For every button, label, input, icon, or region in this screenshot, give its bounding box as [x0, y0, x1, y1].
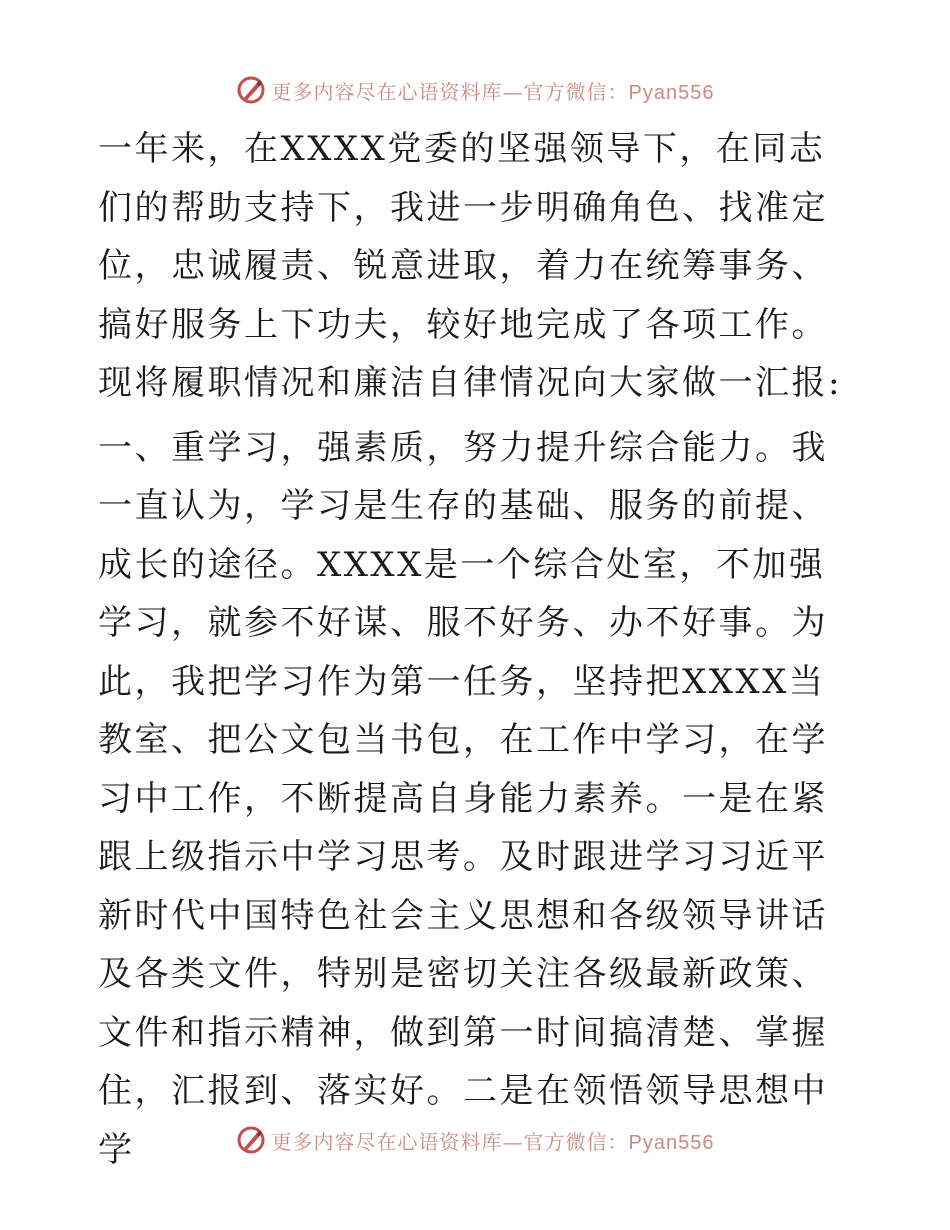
pen-logo-icon: [236, 75, 266, 105]
banner-text: 更多内容尽在心语资料库—官方微信：Pyan556: [271, 1129, 715, 1154]
pen-logo-icon: [236, 1125, 266, 1155]
document-body: [98, 120, 858, 1179]
paragraph-intro: 一年来，在XXXX党委的坚强领导下，在同志们的帮助支持下，我进一步明确角色、找准定位，忠诚履责、锐意进取，着力在统筹事务、搞好服务上下功夫，较好地完成了各项工作。现将履职情况和廉洁自律情况向大家做一汇报:: [98, 129, 842, 403]
wechat-id: Pyan556: [628, 1131, 715, 1154]
paragraph-section-1: 一、重学习，强素质，努力提升综合能力。我一直认为，学习是生存的基础、服务的前提、成长的途径。XXXX是一个综合处室，不加强学习，就参不好谋、服不好务、办不好事。为此，我把学习作为第一任务，坚持把XXXX当教室、把公文包当书包，在工作中学习，在学习中工作，不断提高自身能力素养。一是在紧跟上级指示中学习思考。及时跟进学习习近平新时代中国特色社会主义思想和各级领导讲话及各类文件，特别是密切关注各级最新政策、文件和指示精神，做到第一时间搞清楚、掌握住，汇报到、落实好。二是在领悟领导思想中学: [98, 427, 828, 1170]
wechat-id: Pyan556: [628, 81, 715, 104]
footer-banner: [0, 1120, 950, 1160]
header-banner: [0, 70, 950, 110]
banner-text: 更多内容尽在心语资料库—官方微信：Pyan556: [271, 79, 715, 104]
